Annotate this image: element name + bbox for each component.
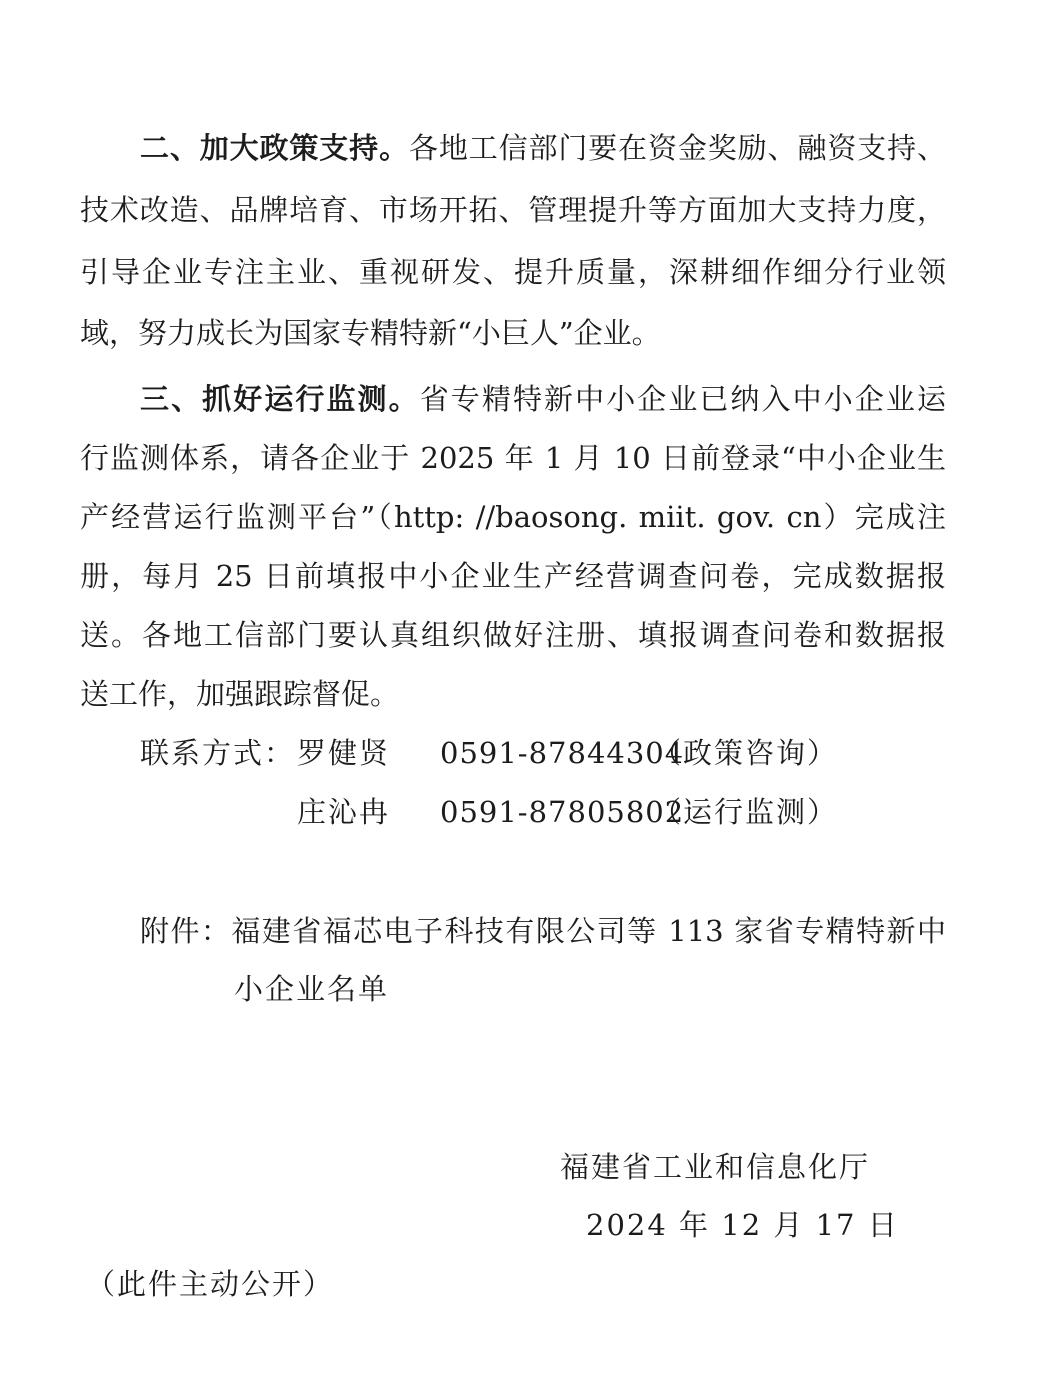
section3-line1-text: 省专精特新中小企业已纳入中小企业运 (419, 382, 946, 416)
section3-line3: 产经营运行监测平台”（http: //baosong. miit. gov. cn）完成注 (80, 500, 946, 534)
section3-line2: 行监测体系，请各企业于 2025 年 1 月 10 日前登录“中小企业生 (80, 441, 946, 475)
attachment-line2: 小企业名单 (234, 972, 390, 1006)
section2-line2: 技术改造、品牌培育、市场开拓、管理提升等方面加大支持力度， (80, 193, 946, 227)
contact-phone: 0591-87844304 (440, 736, 685, 770)
section3-line5: 送。各地工信部门要认真组织做好注册、填报调查问卷和数据报 (80, 618, 946, 652)
contact-purpose: （运行监测） (652, 795, 839, 829)
contact-name: 庄沁冉 (297, 795, 391, 829)
disclosure-note: （此件主动公开） (86, 1267, 335, 1301)
attachment-line1: 附件：福建省福芯电子科技有限公司等 113 家省专精特新中 (140, 914, 946, 948)
section2-heading: 二、加大政策支持。 (140, 131, 409, 165)
section3-line6: 送工作，加强跟踪督促。 (80, 677, 400, 711)
section3-line4: 册，每月 25 日前填报中小企业生产经营调查问卷，完成数据报 (80, 559, 946, 593)
contact-phone: 0591-87805802 (440, 795, 685, 829)
section2-line4: 域，努力成长为国家专精特新“小巨人”企业。 (80, 316, 661, 350)
section3-heading: 三、抓好运行监测。 (140, 382, 420, 416)
section2-line3: 引导企业专注主业、重视研发、提升质量，深耕细作细分行业领 (80, 255, 946, 289)
section2-line1-text: 各地工信部门要在资金奖励、融资支持、 (408, 131, 946, 165)
section2-line1 (140, 128, 946, 168)
contact-label: 联系方式： (140, 736, 296, 770)
contact-purpose: （政策咨询） (652, 736, 839, 770)
contact-name: 罗健贤 (297, 736, 391, 770)
issue-date: 2024 年 12 月 17 日 (586, 1208, 899, 1242)
section3-line1 (140, 379, 946, 419)
issuing-organization: 福建省工业和信息化厅 (560, 1150, 871, 1184)
